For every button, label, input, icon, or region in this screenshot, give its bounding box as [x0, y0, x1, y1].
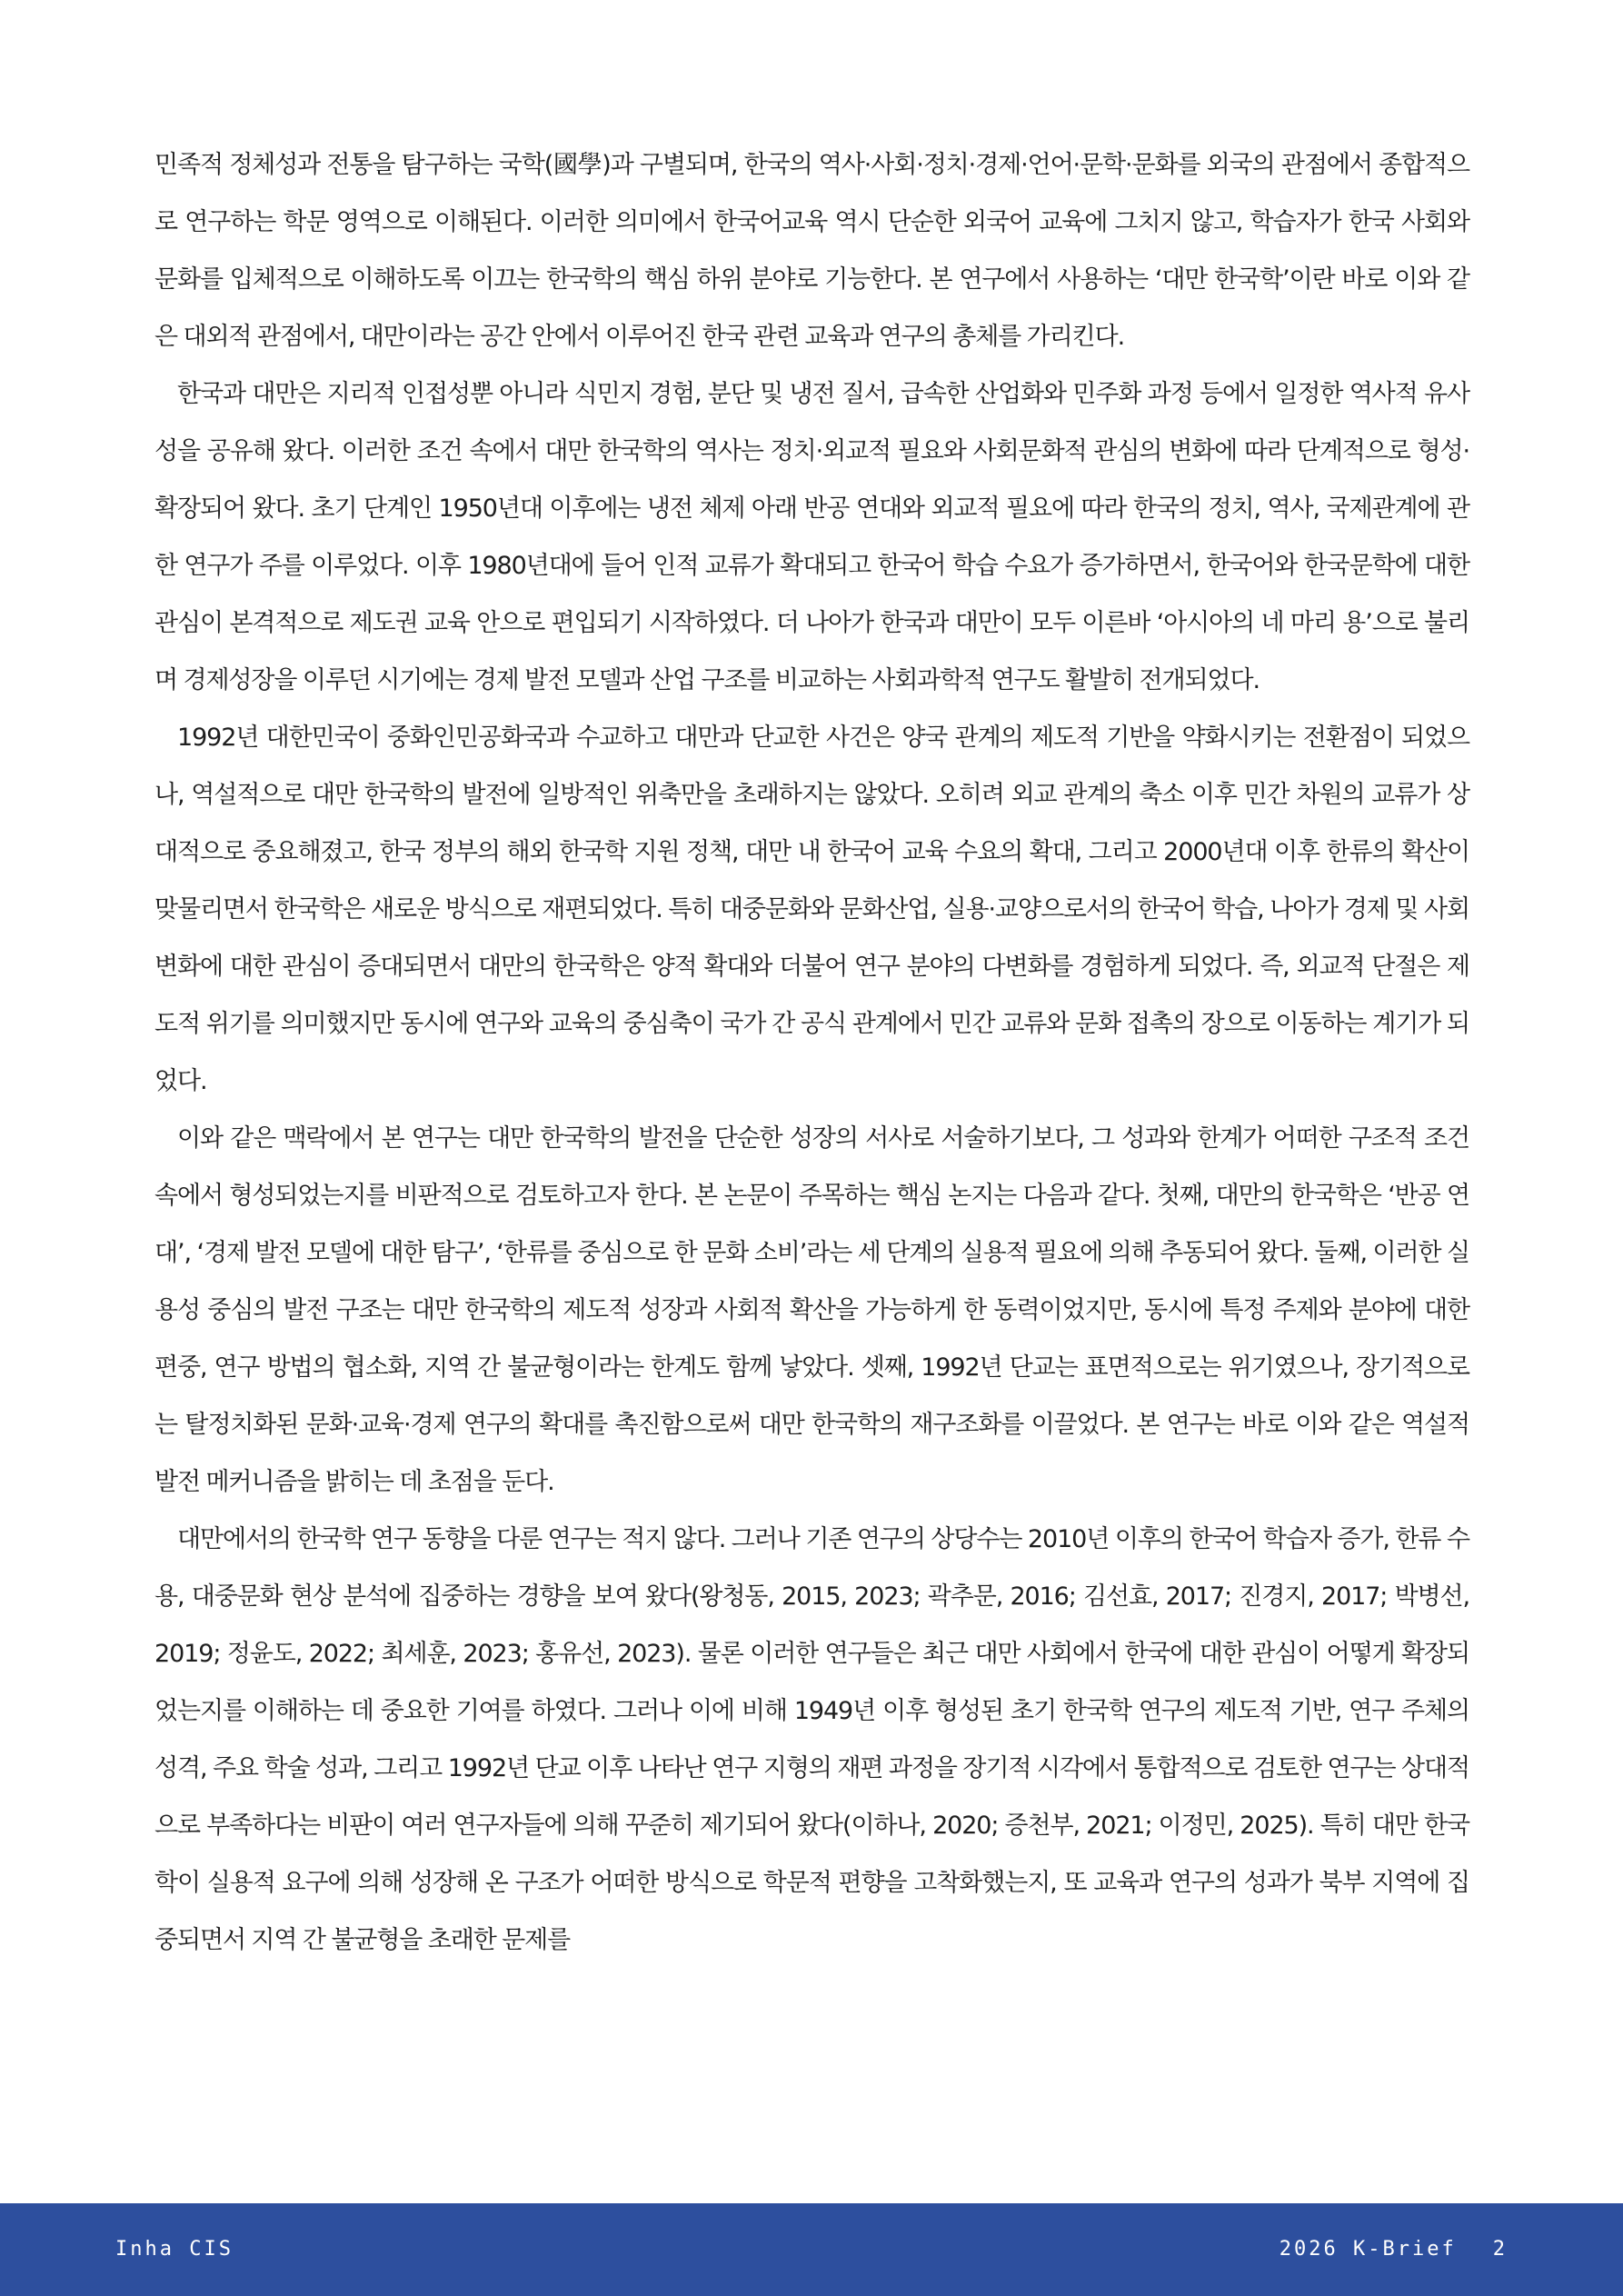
footer-publication-info: [1279, 2203, 1508, 2296]
paragraph: 이와 같은 맥락에서 본 연구는 대만 한국학의 발전을 단순한 성장의 서사로 서술하기보다, 그 성과와 한계가 어떠한 구조적 조건 속에서 형성되었는지를 비판적으로 검토하고자 한다. 본 논문이 주목하는 핵심 논지는 다음과 같다. 첫째, 대만의 한국학은 ‘반공 연대’, ‘경제 발전 모델에 대한 탐구’, ‘한류를 중심으로 한 문화 소비’라는 세 단계의 실용적 필요에 의해 추동되어 왔다. 둘째, 이러한 실용성 중심의 발전 구조는 대만 한국학의 제도적 성장과 사회적 확산을 가능하게 한 동력이었지만, 동시에 특정 주제와 분야에 대한 편중, 연구 방법의 협소화, 지역 간 불균형이라는 한계도 함께 낳았다. 셋째, 1992년 단교는 표면적으로는 위기였으나, 장기적으로는 탈정치화된 문화·교육·경제 연구의 확대를 촉진함으로써 대만 한국학의 재구조화를 이끌었다. 본 연구는 바로 이와 같은 역설적 발전 메커니즘을 밝히는 데 초점을 둔다.: [154, 1124, 1469, 1496]
body-text: [154, 136, 1469, 1969]
paragraph: 대만에서의 한국학 연구 동향을 다룬 연구는 적지 않다. 그러나 기존 연구의 상당수는 2010년 이후의 한국어 학습자 증가, 한류 수용, 대중문화 현상 분석에 집중하는 경향을 보여 왔다(왕청동, 2015, 2023; 곽추문, 2016; 김선효, 2017; 진경지, 2017; 박병선, 2019; 정윤도, 2022; 최세훈, 2023; 홍유선, 2023). 물론 이러한 연구들은 최근 대만 사회에서 한국에 대한 관심이 어떻게 확장되었는지를 이해하는 데 중요한 기여를 하였다. 그러나 이에 비해 1949년 이후 형성된 초기 한국학 연구의 제도적 기반, 연구 주체의 성격, 주요 학술 성과, 그리고 1992년 단교 이후 나타난 연구 지형의 재편 과정을 장기적 시각에서 통합적으로 검토한 연구는 상대적으로 부족하다는 비판이 여러 연구자들에 의해 꾸준히 제기되어 왔다(이하나, 2020; 증천부, 2021; 이정민, 2025). 특히 대만 한국학이 실용적 요구에 의해 성장해 온 구조가 어떠한 방식으로 학문적 편향을 고착화했는지, 또 교육과 연구의 성과가 북부 지역에 집중되면서 지역 간 불균형을 초래한 문제를: [154, 1525, 1469, 1954]
footer-org-name: Inha CIS: [115, 2238, 234, 2261]
page-footer: [0, 2203, 1623, 2296]
paragraph-continued: 민족적 정체성과 전통을 탐구하는 국학(國學)과 구별되며, 한국의 역사·사회·정치·경제·언어·문학·문화를 외국의 관점에서 종합적으로 연구하는 학문 영역으로 이해된다. 이러한 의미에서 한국어교육 역시 단순한 외국어 교육에 그치지 않고, 학습자가 한국 사회와 문화를 입체적으로 이해하도록 이끄는 한국학의 핵심 하위 분야로 기능한다. 본 연구에서 사용하는 ‘대만 한국학’이란 바로 이와 같은 대외적 관점에서, 대만이라는 공간 안에서 이루어진 한국 관련 교육과 연구의 총체를 가리킨다.: [154, 151, 1469, 351]
page-number: 2: [1492, 2238, 1508, 2261]
footer-publication-title: 2026 K-Brief: [1279, 2238, 1457, 2261]
paragraph: 1992년 대한민국이 중화인민공화국과 수교하고 대만과 단교한 사건은 양국 관계의 제도적 기반을 약화시키는 전환점이 되었으나, 역설적으로 대만 한국학의 발전에 일방적인 위축만을 초래하지는 않았다. 오히려 외교 관계의 축소 이후 민간 차원의 교류가 상대적으로 중요해졌고, 한국 정부의 해외 한국학 지원 정책, 대만 내 한국어 교육 수요의 확대, 그리고 2000년대 이후 한류의 확산이 맞물리면서 한국학은 새로운 방식으로 재편되었다. 특히 대중문화와 문화산업, 실용·교양으로서의 한국어 학습, 나아가 경제 및 사회 변화에 대한 관심이 증대되면서 대만의 한국학은 양적 확대와 더불어 연구 분야의 다변화를 경험하게 되었다. 즉, 외교적 단절은 제도적 위기를 의미했지만 동시에 연구와 교육의 중심축이 국가 간 공식 관계에서 민간 교류와 문화 접촉의 장으로 이동하는 계기가 되었다.: [154, 724, 1469, 1095]
paragraph: 한국과 대만은 지리적 인접성뿐 아니라 식민지 경험, 분단 및 냉전 질서, 급속한 산업화와 민주화 과정 등에서 일정한 역사적 유사성을 공유해 왔다. 이러한 조건 속에서 대만 한국학의 역사는 정치·외교적 필요와 사회문화적 관심의 변화에 따라 단계적으로 형성·확장되어 왔다. 초기 단계인 1950년대 이후에는 냉전 체제 아래 반공 연대와 외교적 필요에 따라 한국의 정치, 역사, 국제관계에 관한 연구가 주를 이루었다. 이후 1980년대에 들어 인적 교류가 확대되고 한국어 학습 수요가 증가하면서, 한국어와 한국문학에 대한 관심이 본격적으로 제도권 교육 안으로 편입되기 시작하였다. 더 나아가 한국과 대만이 모두 이른바 ‘아시아의 네 마리 용’으로 불리며 경제성장을 이루던 시기에는 경제 발전 모델과 산업 구조를 비교하는 사회과학적 연구도 활발히 전개되었다.: [154, 380, 1469, 694]
